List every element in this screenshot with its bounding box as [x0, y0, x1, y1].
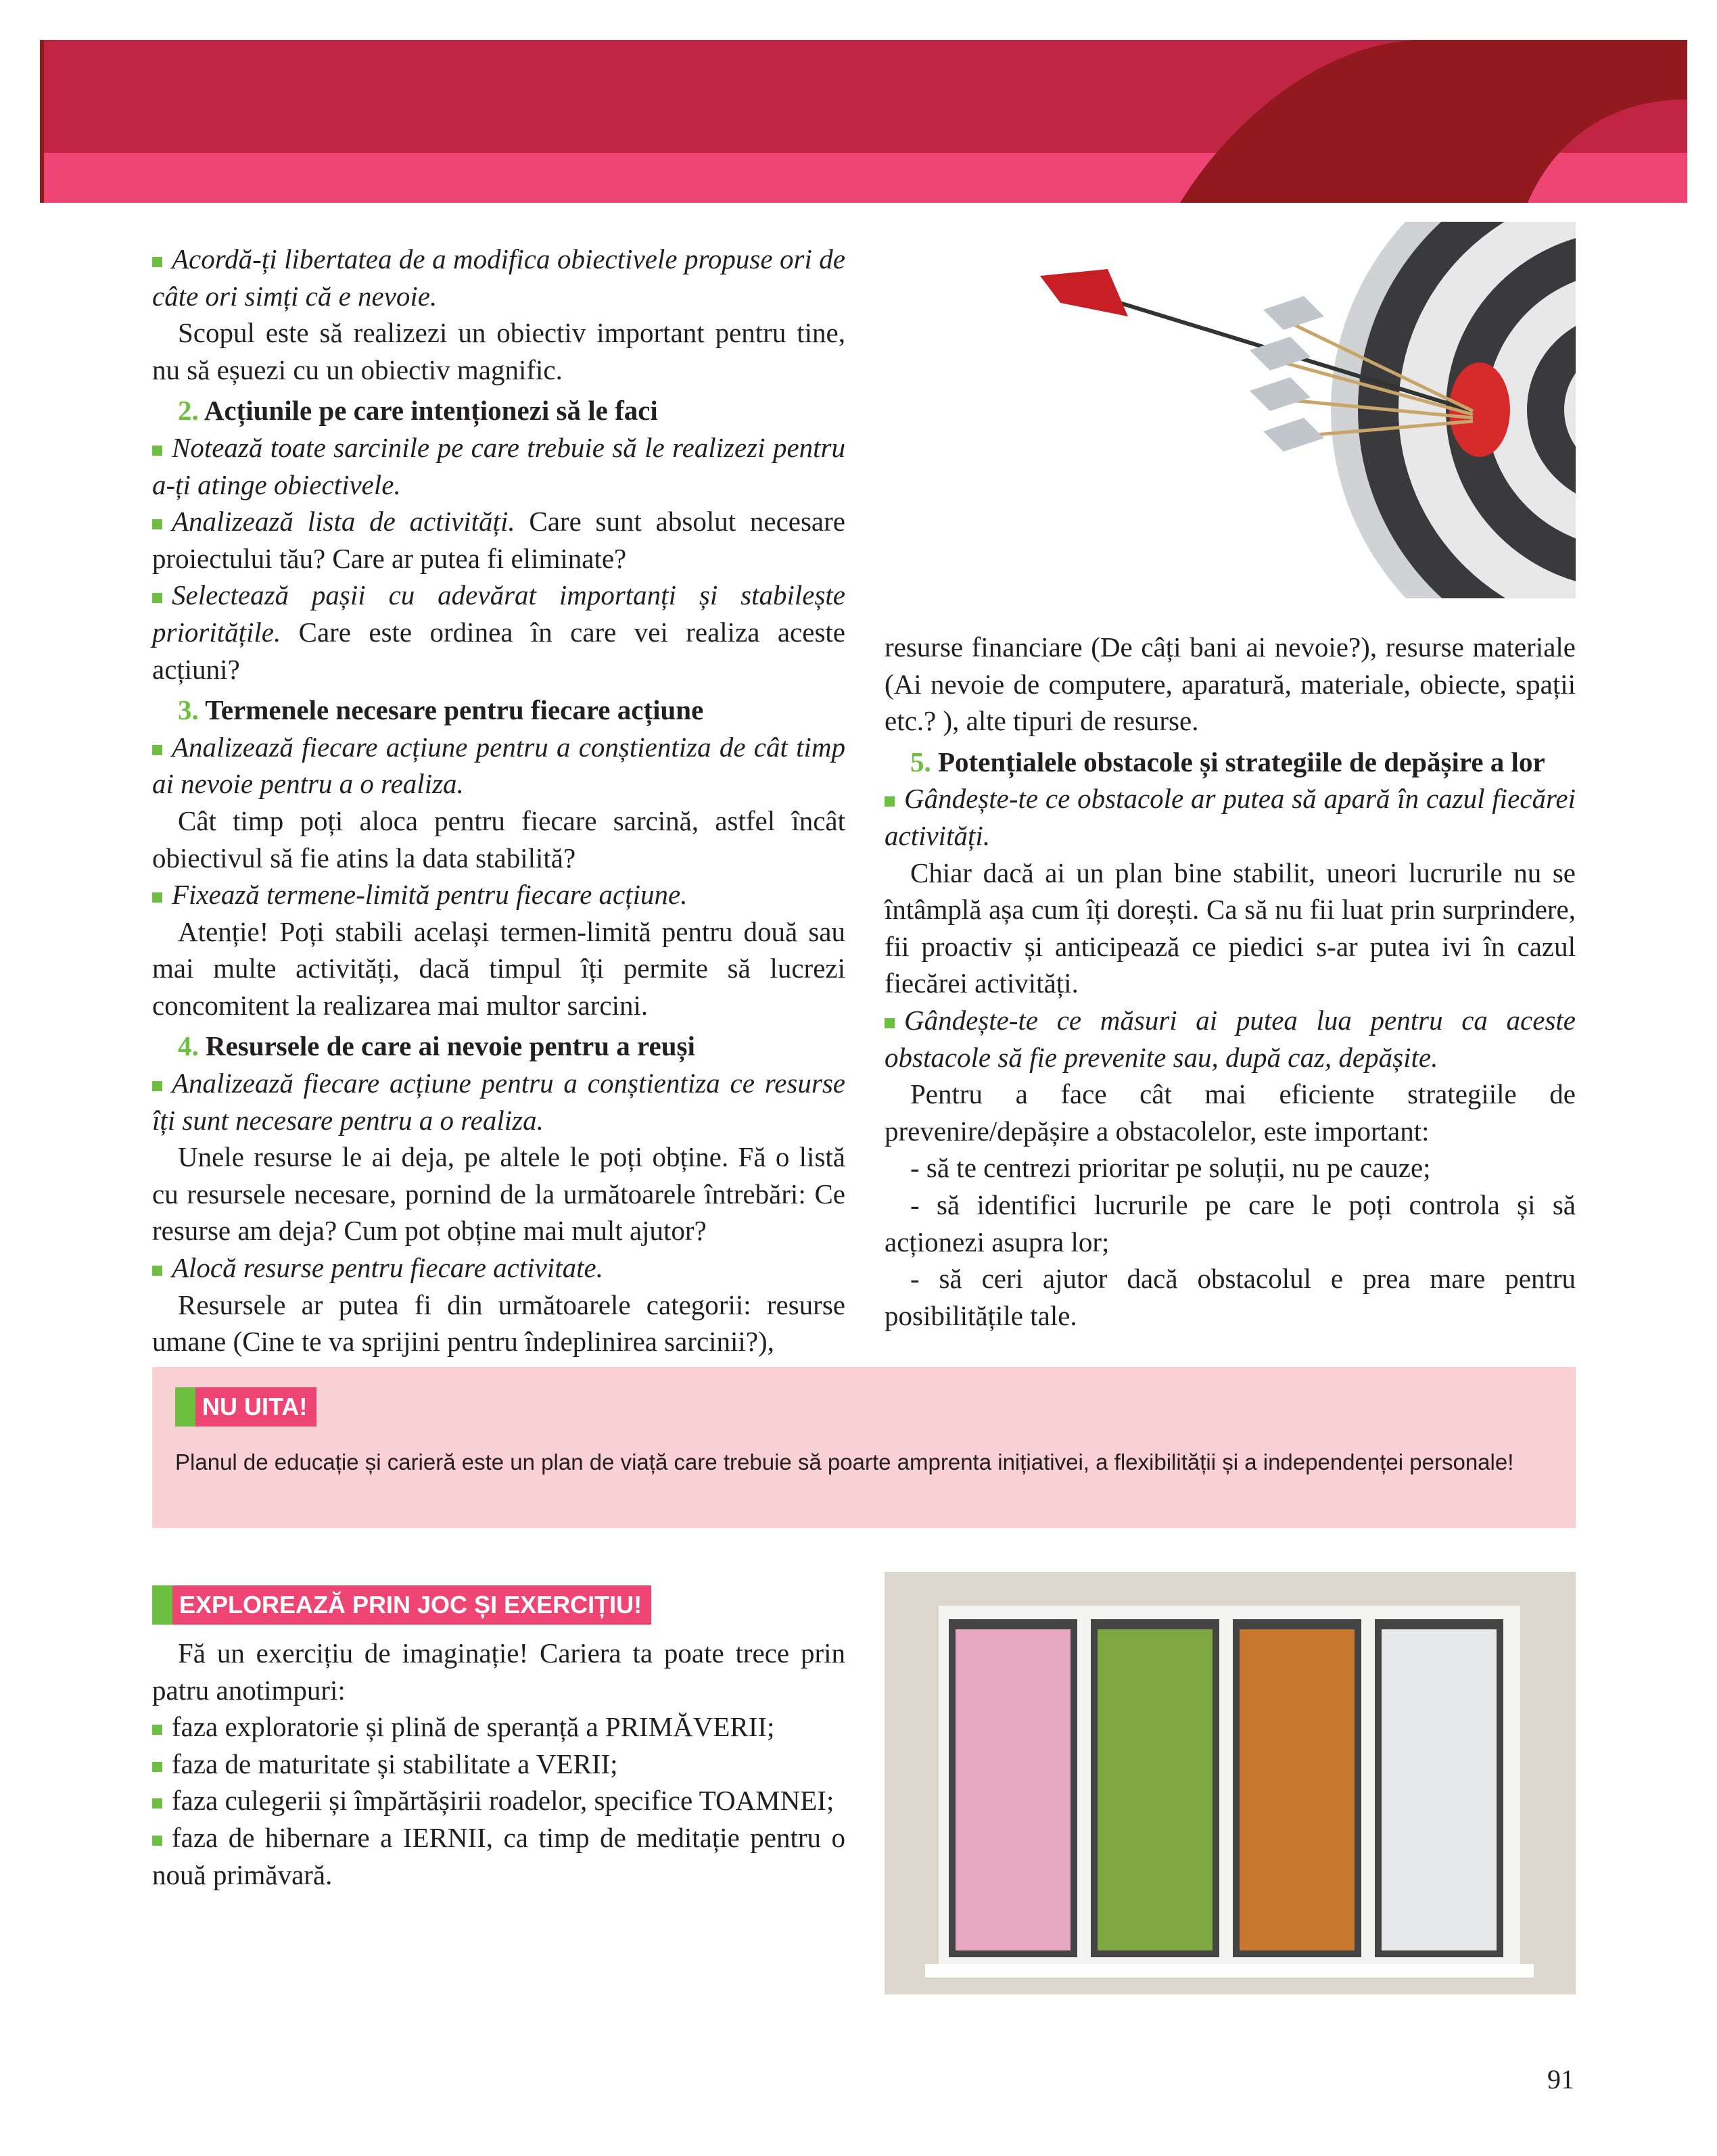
target-arrows-image	[885, 222, 1576, 598]
page-number: 91	[1547, 2064, 1574, 2094]
reminder-text: Planul de educație și carieră este un plan de viață care trebuie să poarte amprenta inițiativei, a flexibilității și a independenței personale!	[175, 1450, 1514, 1475]
paragraph: Chiar dacă ai un plan bine stabilit, uneori lucrurile nu se întâmplă așa cum îți dorești. Ca să nu fii luat prin surprindere, fii proactiv și anticipează ce piedici s-ar putea ivi în cazul fiecărei activități.	[885, 857, 1576, 999]
explore-title: EXPLOREAZĂ PRIN JOC ȘI EXERCIȚIU!	[152, 1585, 651, 1625]
dash-item: - să identifici lucrurile pe care le poți controla și să acționezi asupra lor;	[885, 1189, 1576, 1257]
season-item: faza de hibernare a IERNII, ca timp de meditație pentru o nouă primăvară.	[152, 1819, 845, 1893]
left-column	[152, 241, 845, 1360]
bullet-item: Gândește-te ce obstacole ar putea să apară în cazul fiecărei activități.	[885, 780, 1576, 854]
bullet-item: Analizează fiecare acțiune pentru a conștientiza ce resurse îți sunt necesare pentru a o realiza.	[152, 1065, 845, 1139]
dash-item: - să te centrezi prioritar pe soluții, nu pe cauze;	[910, 1152, 1431, 1184]
section-heading-3: 3. Termenele necesare pentru fiecare acțiune	[178, 694, 704, 726]
paragraph: Cât timp poți aloca pentru fiecare sarcină, astfel încât obiectivul să fie atins la data stabilită?	[152, 805, 845, 873]
section-heading-5: 5. Potențialele obstacole și strategiile de depășire a lor	[910, 746, 1545, 777]
bullet-item: Notează toate sarcinile pe care trebuie să le realizezi pentru a-ți atinge obiectivele.	[152, 429, 845, 503]
seasons-window-image	[885, 1572, 1576, 1994]
dash-item: - să ceri ajutor dacă obstacolul e prea mare pentru posibilitățile tale.	[885, 1263, 1576, 1331]
paragraph: Fă un exercițiu de imaginație! Cariera ta poate trece prin patru anotimpuri:	[152, 1637, 845, 1706]
bullet-item: Alocă resurse pentru fiecare activitate.	[152, 1249, 845, 1287]
season-item: faza de maturitate și stabilitate a VERII;	[152, 1746, 845, 1783]
season-item: faza exploratorie și plină de speranță a PRIMĂVERII;	[152, 1708, 845, 1746]
bullet-item: Gândește-te ce măsuri ai putea lua pentru ca aceste obstacole să fie prevenite sau, după caz, depășite.	[885, 1002, 1576, 1076]
page-header-banner	[40, 40, 1687, 203]
season-item: faza culegerii și împărtășirii roadelor, specifice TOAMNEI;	[152, 1782, 845, 1819]
paragraph: Pentru a face cât mai eficiente strategiile de prevenire/depășire a obstacolelor, este important:	[885, 1078, 1576, 1147]
bullet-item: Fixează termene-limită pentru fiecare acțiune.	[152, 876, 845, 913]
bullet-item: Analizează lista de activități. Care sunt absolut necesare proiectului tău? Care ar putea fi eliminate?	[152, 503, 845, 577]
bullet-item: Selectează pașii cu adevărat importanți și stabilește prioritățile. Care este ordinea în care vei realiza aceste acțiuni?	[152, 577, 845, 688]
bullet-item: Analizează fiecare acțiune pentru a conștientiza de cât timp ai nevoie pentru a o realiza.	[152, 729, 845, 802]
section-heading-2: 2. Acțiunile pe care intenționezi să le faci	[178, 395, 658, 427]
paragraph: resurse financiare (De câți bani ai nevoie?), resurse materiale (Ai nevoie de computere, aparatură, materiale, obiecte, spații etc.? ), alte tipuri de resurse.	[885, 631, 1576, 737]
section-heading-4: 4. Resursele de care ai nevoie pentru a reuși	[178, 1030, 695, 1062]
bullet-item: Acordă-ți libertatea de a modifica obiectivele propuse ori de câte ori simți că e nevoie.	[152, 241, 845, 314]
paragraph: Scopul este să realizezi un obiectiv important pentru tine, nu să eșuezi cu un obiectiv magnific.	[152, 317, 845, 385]
paragraph: Unele resurse le ai deja, pe altele le poți obține. Fă o listă cu resursele necesare, pornind de la următoarele întrebări: Ce resurse am deja? Cum pot obține mai mult ajutor?	[152, 1141, 845, 1247]
right-column	[885, 629, 1576, 1334]
paragraph: Atenție! Poți stabili același termen-limită pentru două sau mai multe activități, dacă timpul îți permite să lucrezi concomitent la realizarea mai multor sarcini.	[152, 915, 845, 1021]
explore-section	[152, 1635, 845, 1893]
reminder-title: NU UITA!	[175, 1387, 316, 1427]
paragraph: Resursele ar putea fi din următoarele categorii: resurse umane (Cine te va sprijini pentru îndeplinirea sarcinii?),	[152, 1289, 845, 1358]
reminder-box	[152, 1367, 1576, 1528]
